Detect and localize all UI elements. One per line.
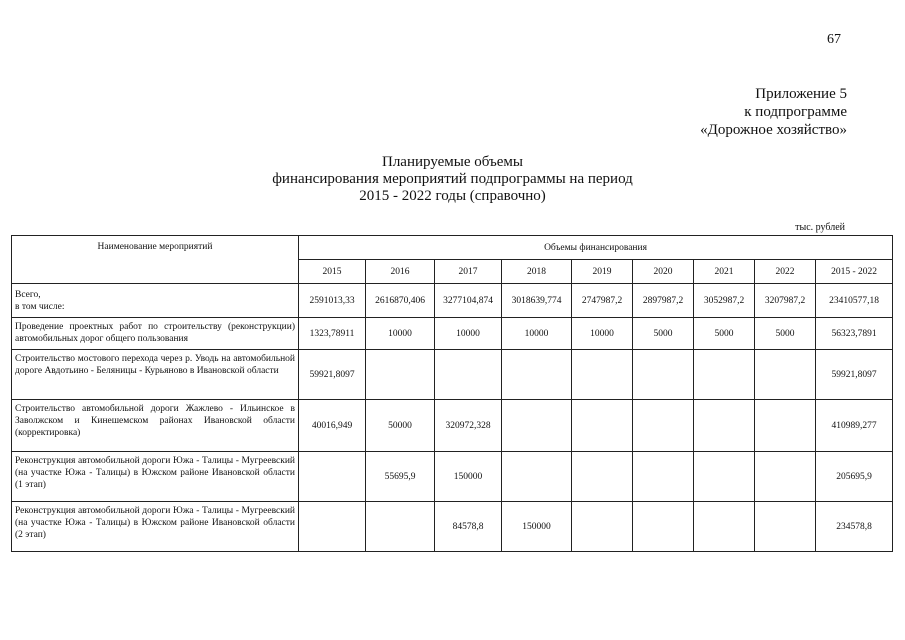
year-header-total: 2015 - 2022 (816, 260, 893, 284)
header-row-1 (12, 236, 893, 260)
total-cell: 23410577,18 (816, 284, 893, 318)
value-cell: 5000 (633, 318, 694, 350)
appendix-line-2: к подпрограмме (744, 104, 847, 120)
table-row (12, 452, 893, 502)
value-cell: 2616870,406 (366, 284, 435, 318)
total-cell: 56323,7891 (816, 318, 893, 350)
year-header: 2016 (366, 260, 435, 284)
value-cell: 2747987,2 (572, 284, 633, 318)
table-row (12, 400, 893, 452)
value-cell (755, 400, 816, 452)
value-cell (755, 502, 816, 552)
appendix-line-3: «Дорожное хозяйство» (700, 122, 847, 138)
year-header: 2020 (633, 260, 694, 284)
value-cell (694, 502, 755, 552)
page-number: 67 (827, 32, 841, 47)
value-cell: 10000 (572, 318, 633, 350)
value-cell (755, 452, 816, 502)
value-cell: 2897987,2 (633, 284, 694, 318)
year-header: 2021 (694, 260, 755, 284)
value-cell (633, 400, 694, 452)
value-cell (633, 452, 694, 502)
appendix-line-1: Приложение 5 (755, 86, 847, 102)
value-cell (572, 502, 633, 552)
value-cell (694, 452, 755, 502)
value-cell (366, 350, 435, 400)
value-cell: 3207987,2 (755, 284, 816, 318)
table-row (12, 350, 893, 400)
title-line-2: финансирования мероприятий подпрограммы на период (272, 171, 633, 187)
year-header: 2015 (299, 260, 366, 284)
title-line-3: 2015 - 2022 годы (справочно) (359, 188, 546, 204)
value-cell (299, 502, 366, 552)
activity-name: Реконструкция автомобильной дороги Южа - Талицы - Мугреевский (на участке Южа - Талицы) в Южском районе Ивановской области (2 этап) (12, 502, 299, 552)
value-cell: 320972,328 (435, 400, 502, 452)
value-cell: 50000 (366, 400, 435, 452)
table-row (12, 284, 893, 318)
activity-name: Строительство автомобильной дороги Жажлево - Ильинское в Заволжском и Кинешемском районах Ивановской области (корректировка) (12, 400, 299, 452)
value-cell: 5000 (694, 318, 755, 350)
year-header: 2018 (502, 260, 572, 284)
value-cell: 1323,78911 (299, 318, 366, 350)
value-cell (572, 400, 633, 452)
financing-table (11, 235, 893, 552)
value-cell (572, 350, 633, 400)
value-cell (502, 350, 572, 400)
title-line-1: Планируемые объемы (381, 154, 523, 170)
activity-name: Проведение проектных работ по строительству (реконструкции) автомобильных дорог общего пользования (12, 318, 299, 350)
value-cell (633, 350, 694, 400)
activity-name: Строительство мостового перехода через р. Уводь на автомобильной дороге Авдотьино - Беляницы - Курьяново в Ивановской области (12, 350, 299, 400)
document-title (180, 154, 725, 205)
activity-name: Реконструкция автомобильной дороги Южа - Талицы - Мугреевский (на участке Южа - Талицы) в Южском районе Ивановской области (1 этап) (12, 452, 299, 502)
activity-name: Всего, в том числе: (12, 284, 299, 318)
year-header: 2019 (572, 260, 633, 284)
value-cell: 3052987,2 (694, 284, 755, 318)
value-cell (694, 400, 755, 452)
value-cell: 2591013,33 (299, 284, 366, 318)
value-cell: 84578,8 (435, 502, 502, 552)
value-cell (572, 452, 633, 502)
value-cell (633, 502, 694, 552)
value-cell (502, 400, 572, 452)
appendix-heading (700, 85, 847, 139)
value-cell: 3018639,774 (502, 284, 572, 318)
value-cell: 10000 (366, 318, 435, 350)
units-label: тыс. рублей (795, 222, 845, 233)
value-cell: 150000 (502, 502, 572, 552)
header-name: Наименование мероприятий (12, 236, 299, 284)
value-cell (755, 350, 816, 400)
value-cell: 10000 (435, 318, 502, 350)
value-cell (366, 502, 435, 552)
table-row (12, 318, 893, 350)
value-cell (694, 350, 755, 400)
year-header: 2022 (755, 260, 816, 284)
total-cell: 59921,8097 (816, 350, 893, 400)
value-cell: 3277104,874 (435, 284, 502, 318)
value-cell: 55695,9 (366, 452, 435, 502)
value-cell (299, 452, 366, 502)
total-cell: 205695,9 (816, 452, 893, 502)
value-cell: 40016,949 (299, 400, 366, 452)
total-cell: 234578,8 (816, 502, 893, 552)
table-row (12, 502, 893, 552)
value-cell: 59921,8097 (299, 350, 366, 400)
value-cell (435, 350, 502, 400)
header-volumes: Объемы финансирования (299, 236, 893, 260)
value-cell: 150000 (435, 452, 502, 502)
value-cell: 10000 (502, 318, 572, 350)
year-header: 2017 (435, 260, 502, 284)
total-cell: 410989,277 (816, 400, 893, 452)
value-cell (502, 452, 572, 502)
value-cell: 5000 (755, 318, 816, 350)
